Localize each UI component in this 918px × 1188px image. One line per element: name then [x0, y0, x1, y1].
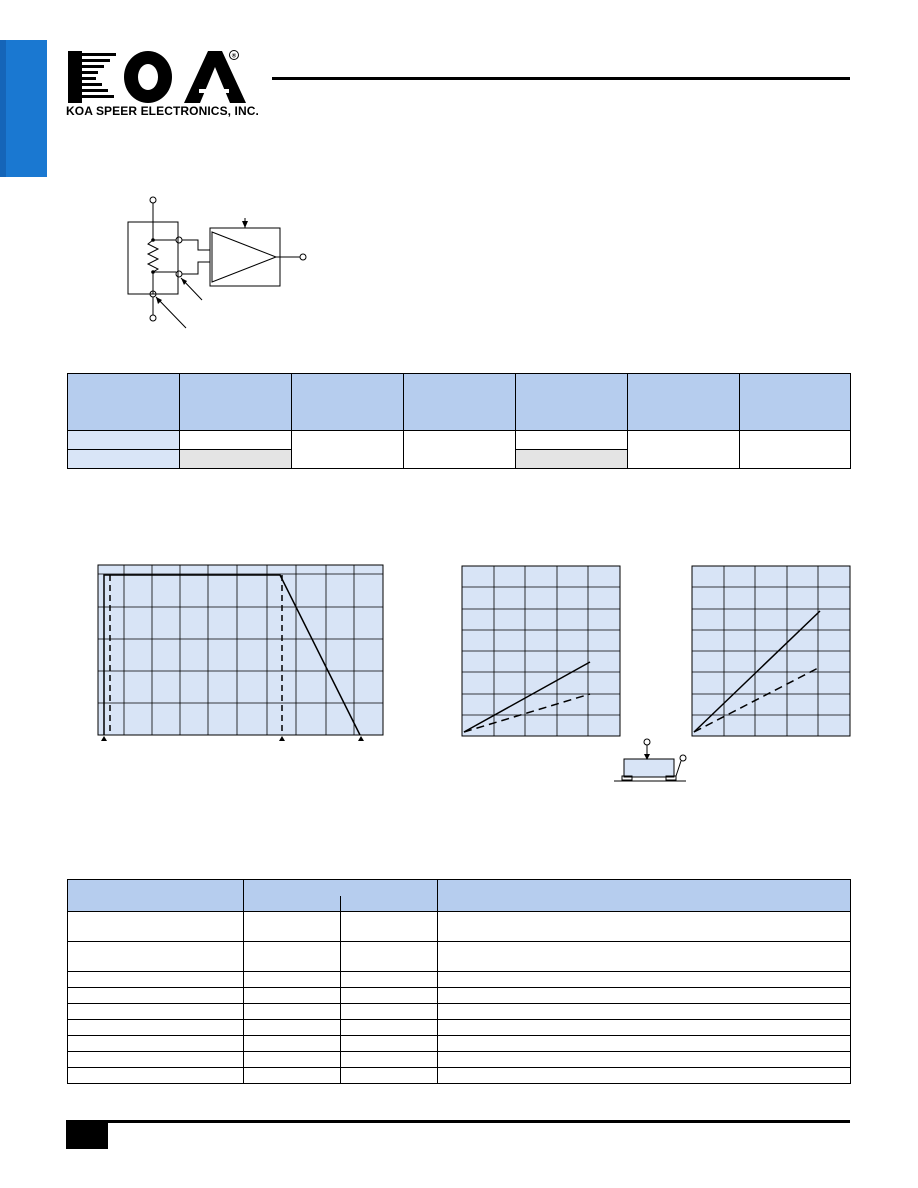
derating-curve-chart	[90, 560, 390, 745]
char-cell	[341, 912, 438, 942]
specification-table	[67, 373, 851, 469]
header-rule	[272, 77, 850, 80]
char-cell	[341, 972, 438, 988]
char-cell	[244, 1036, 341, 1052]
measurement-point-diagram	[610, 736, 690, 784]
char-cell	[68, 1036, 244, 1052]
char-cell	[341, 1052, 438, 1068]
side-accent-tab	[0, 40, 47, 177]
char-cell	[68, 912, 244, 942]
spec-cell	[180, 431, 292, 450]
spec-header-cell	[404, 374, 516, 431]
spec-cell	[180, 450, 292, 469]
char-cell	[244, 1052, 341, 1068]
char-cell	[438, 942, 851, 972]
spec-cell	[404, 431, 516, 469]
char-cell	[438, 1036, 851, 1052]
char-cell	[341, 942, 438, 972]
char-cell	[438, 1068, 851, 1084]
char-cell	[68, 942, 244, 972]
spec-cell	[292, 431, 404, 469]
spec-row-label	[68, 450, 180, 469]
char-cell	[438, 988, 851, 1004]
char-cell	[244, 972, 341, 988]
spec-cell	[628, 431, 740, 469]
char-cell	[68, 1068, 244, 1084]
spec-cell	[516, 431, 628, 450]
char-cell	[438, 1004, 851, 1020]
char-cell	[244, 1020, 341, 1036]
char-cell	[341, 988, 438, 1004]
spec-row-label	[68, 431, 180, 450]
spec-cell	[516, 450, 628, 469]
char-header-cell	[68, 880, 244, 912]
char-header-cell	[244, 880, 438, 912]
footer-rule	[66, 1120, 850, 1123]
spec-cell	[740, 431, 851, 469]
char-cell	[341, 1068, 438, 1084]
characteristics-table	[67, 879, 851, 1084]
char-cell	[438, 1020, 851, 1036]
spec-header-cell	[68, 374, 180, 431]
char-cell	[438, 912, 851, 942]
char-cell	[68, 972, 244, 988]
char-cell	[244, 912, 341, 942]
temperature-rise-chart-1	[460, 564, 622, 739]
char-cell	[341, 1036, 438, 1052]
company-name: KOA SPEER ELECTRONICS, INC.	[66, 104, 259, 118]
page-number-tab	[66, 1122, 108, 1149]
char-cell	[244, 988, 341, 1004]
char-header-cell	[438, 880, 851, 912]
char-cell	[438, 972, 851, 988]
char-cell	[68, 1020, 244, 1036]
char-cell	[244, 1004, 341, 1020]
char-cell	[244, 942, 341, 972]
spec-header-cell	[740, 374, 851, 431]
registered-mark: ®	[231, 53, 237, 60]
temperature-rise-chart-2	[690, 564, 852, 739]
char-cell	[68, 1004, 244, 1020]
spec-header-cell	[292, 374, 404, 431]
spec-header-cell	[516, 374, 628, 431]
char-cell	[341, 1004, 438, 1020]
char-cell	[244, 1068, 341, 1084]
char-cell	[68, 988, 244, 1004]
application-circuit-diagram	[110, 188, 340, 338]
spec-header-cell	[180, 374, 292, 431]
char-cell	[438, 1052, 851, 1068]
char-cell	[341, 1020, 438, 1036]
char-cell	[68, 1052, 244, 1068]
spec-header-cell	[628, 374, 740, 431]
